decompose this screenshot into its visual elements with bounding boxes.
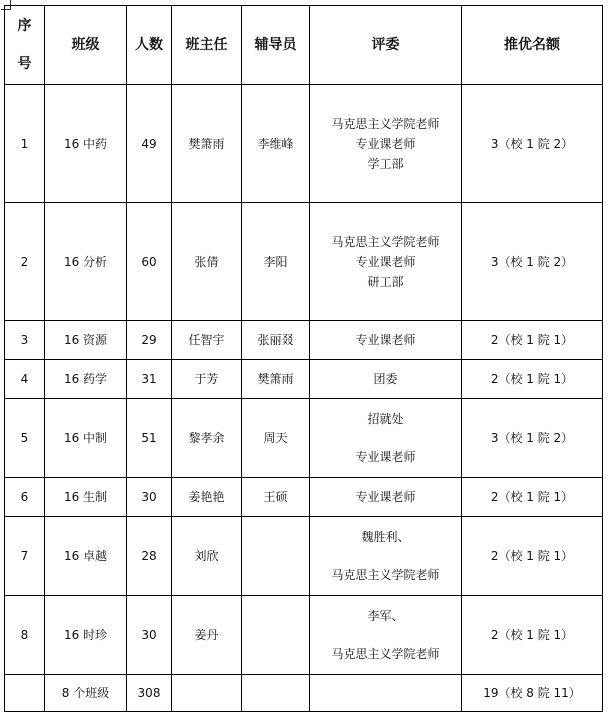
cell-seq: 3 bbox=[5, 321, 45, 360]
cell-class: 16 生制 bbox=[45, 478, 127, 517]
total-judges bbox=[310, 675, 462, 712]
cell-count: 51 bbox=[127, 399, 172, 478]
header-counselor: 辅导员 bbox=[242, 6, 310, 85]
total-head-teacher bbox=[172, 675, 242, 712]
table-row bbox=[5, 399, 603, 478]
table-row bbox=[5, 85, 603, 203]
cell-class: 16 时珍 bbox=[45, 596, 127, 675]
cell-head-teacher: 于芳 bbox=[172, 360, 242, 399]
cell-head-teacher: 任智宇 bbox=[172, 321, 242, 360]
header-class: 班级 bbox=[45, 6, 127, 85]
line-gap bbox=[310, 429, 461, 447]
cell-seq: 5 bbox=[5, 399, 45, 478]
cell-counselor bbox=[242, 517, 310, 596]
cell-count: 60 bbox=[127, 203, 172, 321]
cell-count: 29 bbox=[127, 321, 172, 360]
cell-head-teacher: 樊箫雨 bbox=[172, 85, 242, 203]
cell-counselor bbox=[242, 596, 310, 675]
cell-quota: 2（校 1 院 1） bbox=[462, 517, 603, 596]
cell-quota: 2（校 1 院 1） bbox=[462, 478, 603, 517]
quota-table bbox=[4, 5, 603, 712]
judge-line: 马克思主义学院老师 bbox=[331, 568, 440, 582]
cell-count: 28 bbox=[127, 517, 172, 596]
judge-line: 招就处 bbox=[367, 412, 404, 426]
cell-judges bbox=[310, 321, 462, 360]
cell-seq: 8 bbox=[5, 596, 45, 675]
cell-quota: 2（校 1 院 1） bbox=[462, 360, 603, 399]
cell-class: 16 分析 bbox=[45, 203, 127, 321]
cell-quota: 3（校 1 院 2） bbox=[462, 203, 603, 321]
header-seq-line: 号 bbox=[17, 56, 32, 72]
total-counselor bbox=[242, 675, 310, 712]
judge-line: 专业课老师 bbox=[355, 333, 416, 347]
judge-line: 魏胜利、 bbox=[361, 530, 410, 544]
table-row bbox=[5, 517, 603, 596]
cell-class: 16 资源 bbox=[45, 321, 127, 360]
cell-head-teacher: 姜艳艳 bbox=[172, 478, 242, 517]
cell-judges bbox=[310, 478, 462, 517]
judge-line: 团委 bbox=[373, 372, 398, 386]
total-count: 308 bbox=[127, 675, 172, 712]
judge-line: 专业课老师 bbox=[355, 490, 416, 504]
judge-line: 专业课老师 bbox=[355, 254, 416, 269]
cell-seq: 4 bbox=[5, 360, 45, 399]
cell-head-teacher: 张倩 bbox=[172, 203, 242, 321]
header-head-teacher: 班主任 bbox=[172, 6, 242, 85]
total-quota: 19（校 8 院 11） bbox=[462, 675, 603, 712]
cell-class: 16 药学 bbox=[45, 360, 127, 399]
cell-class: 16 中制 bbox=[45, 399, 127, 478]
cell-quota: 2（校 1 院 1） bbox=[462, 596, 603, 675]
table-row bbox=[5, 321, 603, 360]
judge-line: 专业课老师 bbox=[355, 450, 416, 464]
cell-judges bbox=[310, 85, 462, 203]
cell-count: 30 bbox=[127, 596, 172, 675]
cell-judges bbox=[310, 360, 462, 399]
cell-head-teacher: 姜丹 bbox=[172, 596, 242, 675]
cell-counselor: 李阳 bbox=[242, 203, 310, 321]
total-seq bbox=[5, 675, 45, 712]
cell-count: 31 bbox=[127, 360, 172, 399]
cell-count: 49 bbox=[127, 85, 172, 203]
header-count: 人数 bbox=[127, 6, 172, 85]
header-quota: 推优名额 bbox=[462, 6, 603, 85]
judge-line: 马克思主义学院老师 bbox=[331, 234, 440, 249]
header-row bbox=[5, 6, 603, 85]
cell-seq: 1 bbox=[5, 85, 45, 203]
cell-judges bbox=[310, 517, 462, 596]
cell-seq: 2 bbox=[5, 203, 45, 321]
header-seq bbox=[5, 6, 45, 85]
table-row bbox=[5, 360, 603, 399]
cell-quota: 2（校 1 院 1） bbox=[462, 321, 603, 360]
cell-counselor: 周天 bbox=[242, 399, 310, 478]
cell-head-teacher: 刘欣 bbox=[172, 517, 242, 596]
header-seq-line: 序 bbox=[17, 18, 32, 34]
judge-line: 李军、 bbox=[367, 609, 404, 623]
header-judges: 评委 bbox=[310, 6, 462, 85]
cell-quota: 3（校 1 院 2） bbox=[462, 85, 603, 203]
cell-judges bbox=[310, 399, 462, 478]
line-gap bbox=[310, 626, 461, 644]
cell-counselor: 王硕 bbox=[242, 478, 310, 517]
judge-line: 专业课老师 bbox=[355, 136, 416, 151]
judge-line: 研工部 bbox=[367, 274, 404, 289]
table-row bbox=[5, 478, 603, 517]
judge-line: 马克思主义学院老师 bbox=[331, 647, 440, 661]
line-gap bbox=[310, 547, 461, 565]
total-class: 8 个班级 bbox=[45, 675, 127, 712]
cell-class: 16 中药 bbox=[45, 85, 127, 203]
table-row bbox=[5, 203, 603, 321]
cell-head-teacher: 黎孝余 bbox=[172, 399, 242, 478]
total-row bbox=[5, 675, 603, 712]
cell-judges bbox=[310, 203, 462, 321]
cell-counselor: 张丽叕 bbox=[242, 321, 310, 360]
cell-class: 16 卓越 bbox=[45, 517, 127, 596]
table-row bbox=[5, 596, 603, 675]
cell-judges bbox=[310, 596, 462, 675]
cell-counselor: 樊箫雨 bbox=[242, 360, 310, 399]
cell-seq: 6 bbox=[5, 478, 45, 517]
cell-quota: 3（校 1 院 2） bbox=[462, 399, 603, 478]
judge-line: 学工部 bbox=[367, 156, 404, 171]
cell-count: 30 bbox=[127, 478, 172, 517]
cell-seq: 7 bbox=[5, 517, 45, 596]
cell-counselor: 李维峰 bbox=[242, 85, 310, 203]
judge-line: 马克思主义学院老师 bbox=[331, 116, 440, 131]
